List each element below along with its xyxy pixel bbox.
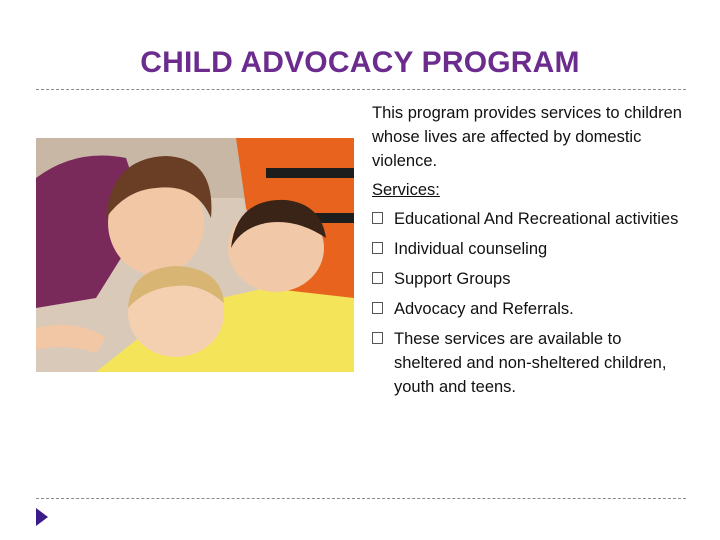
services-heading: Services: [372,181,440,199]
list-item [372,297,692,321]
slide-body [372,101,692,405]
bottom-divider [36,498,686,499]
slide-title: CHILD ADVOCACY PROGRAM [140,46,580,79]
children-photo [36,138,354,372]
service-text: Educational And Recreational activities [394,210,679,228]
service-text: Support Groups [394,270,511,288]
list-item [372,207,692,231]
checkbox-bullet-icon [372,302,383,314]
intro-text: This program provides services to children whose lives are affected by domestic violence. [372,104,682,170]
children-photo-illustration [36,138,354,372]
list-item [372,267,692,291]
list-item [372,327,692,399]
service-text: Advocacy and Referrals. [394,300,574,318]
play-arrow-icon[interactable] [36,508,48,526]
services-list [372,207,692,399]
checkbox-bullet-icon [372,332,383,344]
checkbox-bullet-icon [372,242,383,254]
checkbox-bullet-icon [372,212,383,224]
service-text: These services are available to sheltered and non-sheltered children, youth and teens. [394,330,667,396]
service-text: Individual counseling [394,240,548,258]
top-divider [36,89,686,90]
checkbox-bullet-icon [372,272,383,284]
list-item [372,237,692,261]
